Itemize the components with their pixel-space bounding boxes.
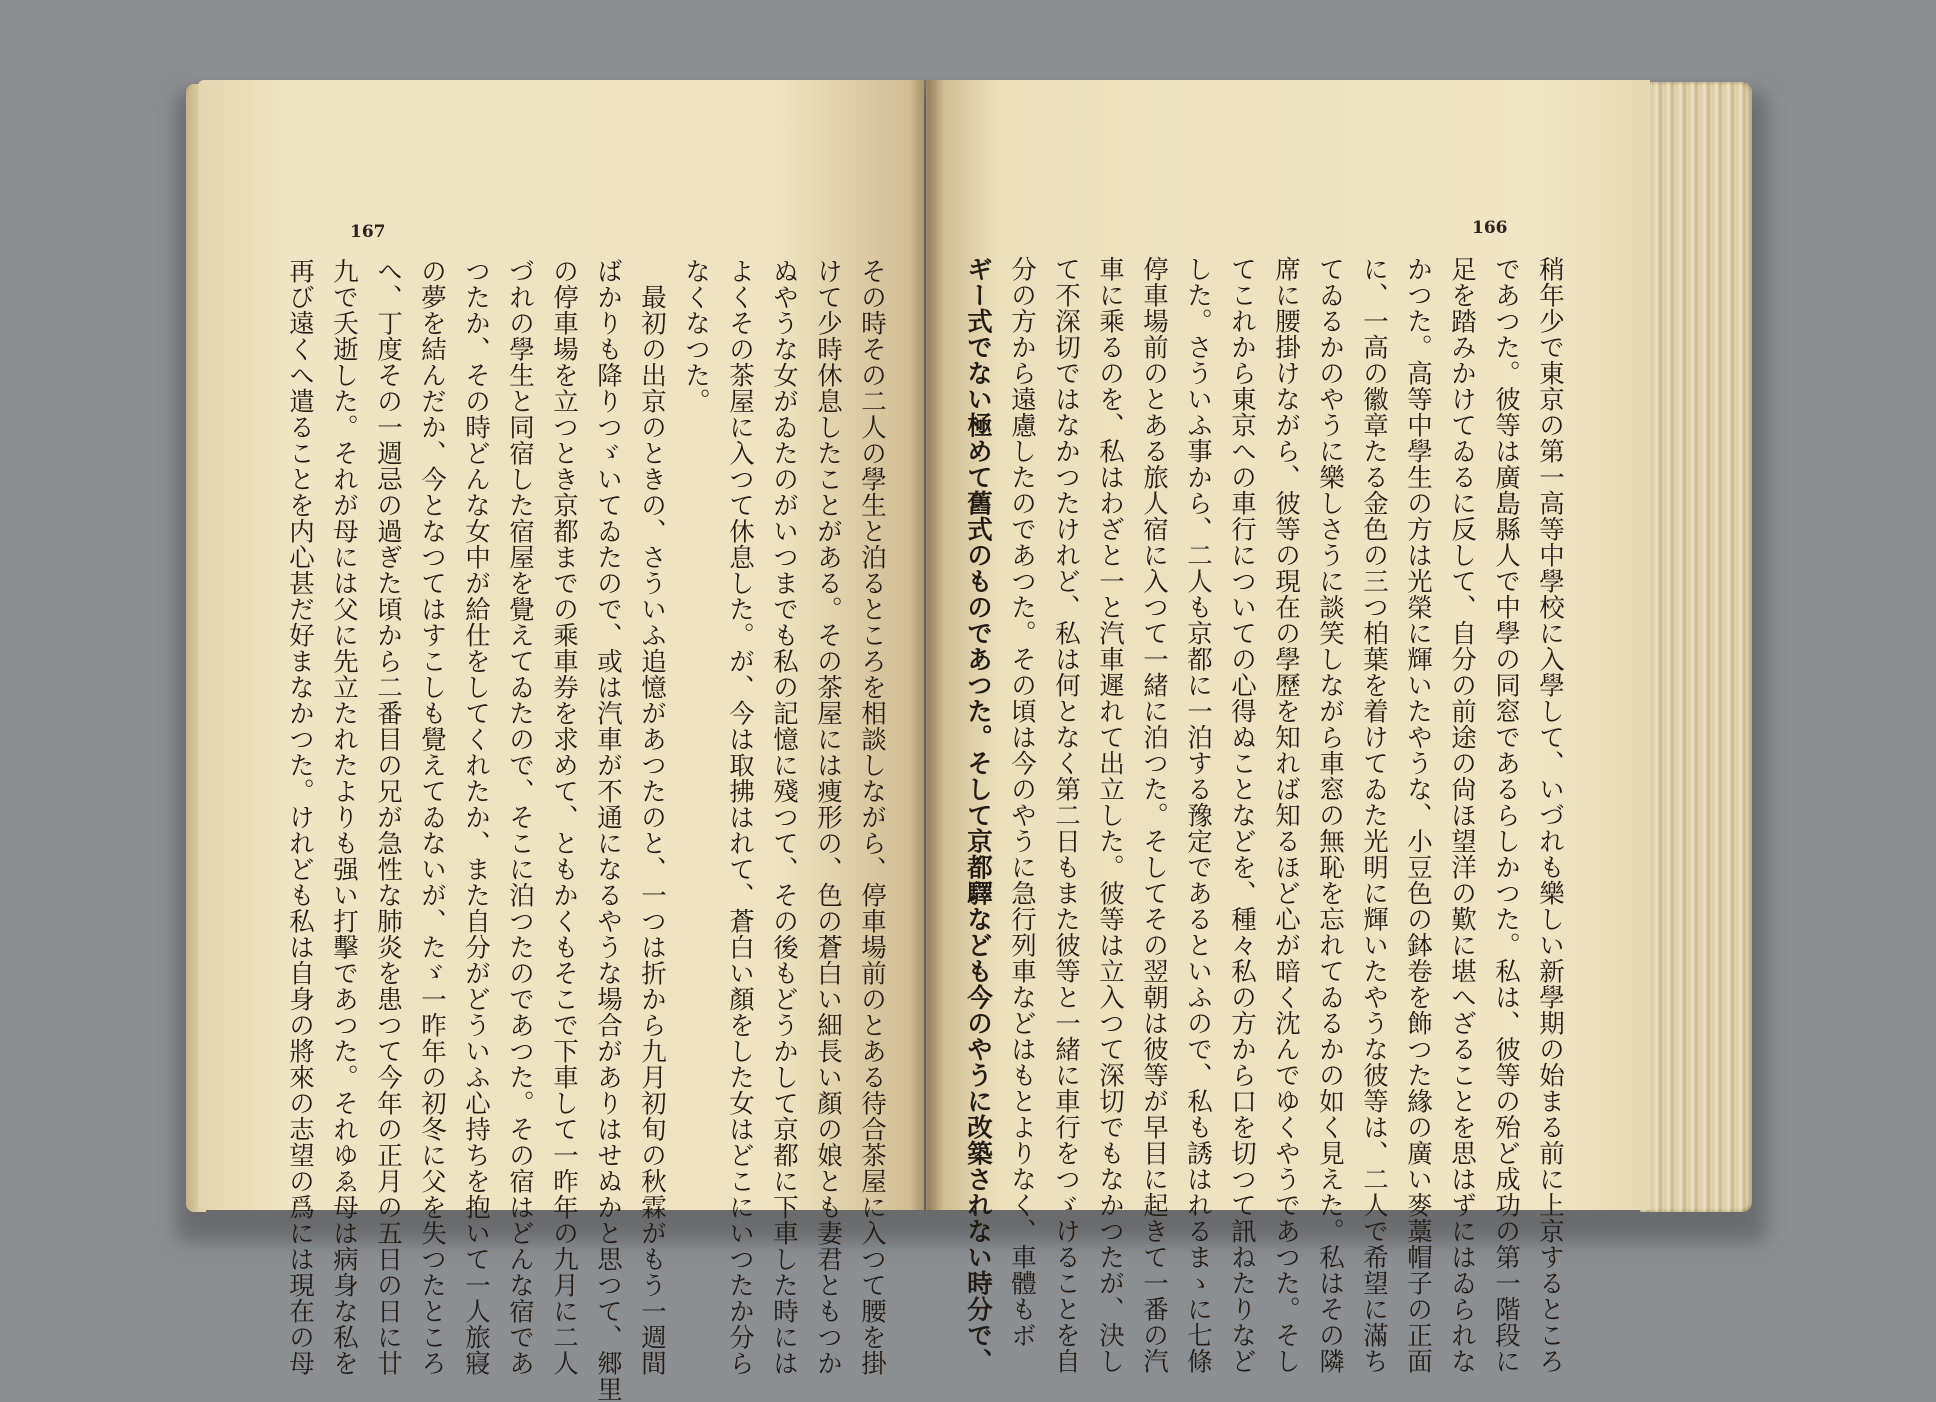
text-column: てこれから東京への車行についての心得ぬことなどを、種々私の方から口を切つて訊ねたりなど bbox=[1227, 256, 1257, 1374]
text-column: ばかりも降りつゞいてゐたので、或は汽車が不通になるやうな場合がありはせぬかと思つて、郷里 bbox=[593, 258, 623, 1402]
text-column: 足を踏みかけてゐるに反して、自分の前途の尙ほ望洋の歎に堪へざることを思はずにはゐられな bbox=[1447, 256, 1477, 1374]
text-column: 停車場前のとある旅人宿に入つて一緒に泊つた。そしてその翌朝は彼等が早目に起きて一番の汽 bbox=[1139, 256, 1169, 1374]
text-column: つたか、その時どんな女中が給仕をしてくれたか、また自分がどういふ心持ちを抱いて一人旅寢 bbox=[461, 258, 491, 1376]
text-column: であつた。彼等は廣島縣人で中學の同窓であるらしかつた。私は、彼等の殆ど成功の第一階段に bbox=[1491, 256, 1521, 1374]
text-column: て不深切ではなかつたけれど、私は何となく第二日もまた彼等と一緒に車行をつゞけることを自 bbox=[1051, 256, 1081, 1374]
text-column: てゐるかのやうに樂しさうに談笑しながら車窓の無恥を忘れてゐるかの如く見えた。私はその隣 bbox=[1315, 256, 1345, 1374]
text-column: けて少時休息したことがある。その茶屋には痩形の、色の蒼白い細長い顏の娘とも妻君ともつか bbox=[813, 258, 843, 1376]
text-column: 九で夭逝した。それが母には父に先立たれたよりも强い打擊であつた。それゆゑ母は病身な私を bbox=[329, 258, 359, 1376]
text-column: 最初の出京のときの、さういふ追憶があつたのと、一つは折から九月初旬の秋霖がもう一週間 bbox=[637, 258, 667, 1376]
book-gutter bbox=[910, 80, 944, 1210]
text-column: ぬやうな女がゐたのがいつまでも私の記憶に殘つて、その後もどうかして京都に下車した時には bbox=[769, 258, 799, 1376]
text-column: 席に腰掛けながら、彼等の現在の學歷を知れば知るほど心が暗く沈んでゆくやうであつた。そし bbox=[1271, 256, 1301, 1374]
text-column: ギー式でない極めて舊式のものであつた。そして京都驛なども今のやうに改築されない時分で、 bbox=[963, 256, 993, 1374]
text-column: よくその茶屋に入つて休息した。が、今は取拂はれて、蒼白い顏をした女はどこにいつたか分ら bbox=[725, 258, 755, 1376]
text-column: に、一高の徽章たる金色の三つ柏葉を着けてゐた光明に輝いたやうな彼等は、二人で希望に滿ち bbox=[1359, 256, 1389, 1374]
text-column: の夢を結んだか、今となつてはすこしも覺えてゐないが、たゞ一昨年の初冬に父を失つたところ bbox=[417, 258, 447, 1376]
text-column: 再び遠くへ遣ることを内心甚だ好まなかつた。けれども私は自身の將來の志望の爲には現在の母 bbox=[285, 258, 315, 1376]
page-edges bbox=[1640, 82, 1752, 1212]
right-page bbox=[926, 80, 1650, 1374]
text-column: へ、丁度その一週忌の過ぎた頃から二番目の兄が急性な肺炎を患つて今年の正月の五日の日に廿 bbox=[373, 258, 403, 1376]
text-column: の停車場を立つとき京都までの乘車券を求めて、ともかくもそこで下車して一昨年の九月に二人 bbox=[549, 258, 579, 1376]
text-column: 車に乘るのを、私はわざと一と汽車遲れて出立した。彼等は立入つて深切でもなかつたが、決し bbox=[1095, 256, 1125, 1374]
right-page-text bbox=[963, 256, 1565, 1374]
text-column: かつた。高等中學生の方は光榮に輝いたやうな、小豆色の鉢卷を飾つた緣の廣い麥藁帽子の正面 bbox=[1403, 256, 1433, 1374]
text-column: なくなつた。 bbox=[681, 258, 711, 414]
page-number-left: 167 bbox=[350, 222, 386, 242]
left-page bbox=[198, 80, 924, 1402]
text-column: その時その二人の學生と泊るところを相談しながら、停車場前のとある待合茶屋に入つて腰を掛 bbox=[857, 258, 887, 1376]
text-column: づれの學生と同宿した宿屋を覺えてゐたので、そこに泊つたのであつた。その宿はどんな宿であ bbox=[505, 258, 535, 1376]
page-number-right: 166 bbox=[1472, 218, 1508, 238]
text-column: 稍年少で東京の第一高等中學校に入學して、いづれも樂しい新學期の始まる前に上京するところ bbox=[1535, 256, 1565, 1374]
left-page-text bbox=[285, 258, 887, 1402]
text-column: した。さういふ事から、二人も京都に一泊する豫定であるといふので、私も誘はれるまゝに七條 bbox=[1183, 256, 1213, 1374]
text-column: 分の方から遠慮したのであつた。その頃は今のやうに急行列車などはもとよりなく、車體もボ bbox=[1007, 256, 1037, 1348]
